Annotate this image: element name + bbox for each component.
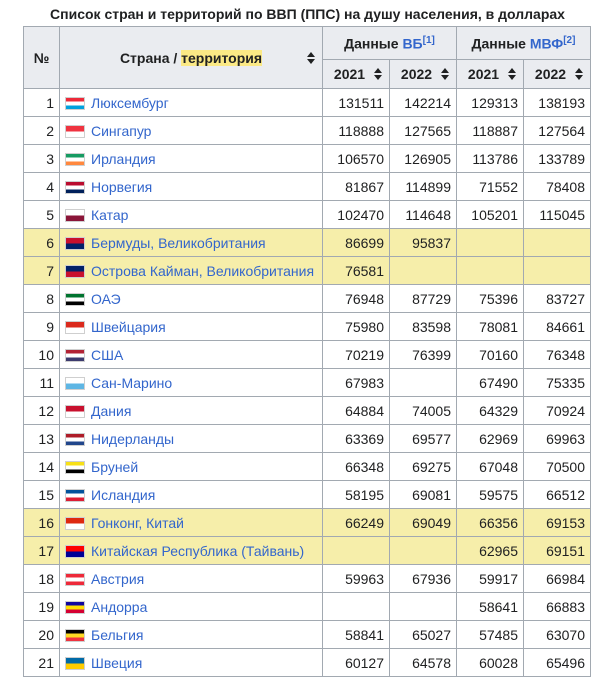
- flag-icon: [65, 545, 85, 558]
- country-link[interactable]: Ирландия: [91, 150, 156, 167]
- country-cell: [60, 369, 323, 397]
- wb-2022-cell: 69081: [390, 481, 457, 509]
- rank-cell: 20: [24, 621, 60, 649]
- country-cell: [60, 565, 323, 593]
- imf-2021-cell: 59575: [457, 481, 524, 509]
- imf-2022-cell: 69151: [524, 537, 591, 565]
- imf-2021-cell: 105201: [457, 201, 524, 229]
- rank-cell: 11: [24, 369, 60, 397]
- country-link[interactable]: Бруней: [91, 458, 139, 475]
- rank-cell: 18: [24, 565, 60, 593]
- wb-2022-cell: 95837: [390, 229, 457, 257]
- country-header[interactable]: Страна / территория: [60, 27, 323, 89]
- rank-cell: 8: [24, 285, 60, 313]
- wb-2022-cell: [390, 369, 457, 397]
- imf-2021-cell: 78081: [457, 313, 524, 341]
- table-row: [24, 117, 591, 145]
- wb-2022-header[interactable]: 2022: [390, 60, 457, 89]
- imf-2022-header[interactable]: 2022: [524, 60, 591, 89]
- wb-2021-cell: 59963: [323, 565, 390, 593]
- wb-2021-cell: 66249: [323, 509, 390, 537]
- wb-2022-cell: [390, 257, 457, 285]
- flag-icon: [65, 209, 85, 222]
- country-link[interactable]: Катар: [91, 206, 129, 223]
- table-row: [24, 509, 591, 537]
- country-link[interactable]: Исландия: [91, 486, 156, 503]
- country-link[interactable]: Австрия: [91, 570, 145, 587]
- flag-icon: [65, 657, 85, 670]
- rank-cell: 1: [24, 89, 60, 117]
- rank-cell: 12: [24, 397, 60, 425]
- wb-2021-cell: 76948: [323, 285, 390, 313]
- wb-2021-cell: 63369: [323, 425, 390, 453]
- flag-icon: [65, 265, 85, 278]
- country-link[interactable]: Дания: [91, 402, 132, 419]
- table-row: [24, 201, 591, 229]
- wb-2021-cell: 58195: [323, 481, 390, 509]
- flag-icon: [65, 629, 85, 642]
- imf-2022-cell: 70500: [524, 453, 591, 481]
- imf-2022-cell: 66512: [524, 481, 591, 509]
- wb-2021-cell: 76581: [323, 257, 390, 285]
- rank-cell: 6: [24, 229, 60, 257]
- wb-2022-cell: 83598: [390, 313, 457, 341]
- flag-icon: [65, 125, 85, 138]
- country-cell: [60, 649, 323, 677]
- table-row: [24, 593, 591, 621]
- rank-cell: 10: [24, 341, 60, 369]
- table-row: [24, 481, 591, 509]
- wb-2021-cell: 131511: [323, 89, 390, 117]
- country-cell: [60, 621, 323, 649]
- rank-cell: 9: [24, 313, 60, 341]
- table-row: [24, 621, 591, 649]
- wb-2021-cell: 86699: [323, 229, 390, 257]
- country-link[interactable]: Гонконг, Китай: [91, 514, 184, 531]
- wb-2022-cell: [390, 593, 457, 621]
- wb-2022-cell: [390, 537, 457, 565]
- rank-cell: 13: [24, 425, 60, 453]
- country-cell: [60, 145, 323, 173]
- wb-2022-cell: 64578: [390, 649, 457, 677]
- imf-data-header: Данные МВФ[2]: [457, 27, 591, 60]
- wb-2021-cell: [323, 537, 390, 565]
- country-link[interactable]: Китайская Республика (Тайвань): [91, 542, 305, 559]
- rank-cell: 19: [24, 593, 60, 621]
- country-cell: [60, 229, 323, 257]
- flag-icon: [65, 377, 85, 390]
- wb-2022-cell: 69577: [390, 425, 457, 453]
- imf-2022-cell: 127564: [524, 117, 591, 145]
- wb-2021-cell: 102470: [323, 201, 390, 229]
- gdp-table: [23, 26, 591, 677]
- country-link[interactable]: Норвегия: [91, 178, 153, 195]
- country-cell: [60, 481, 323, 509]
- wb-2021-cell: 70219: [323, 341, 390, 369]
- table-row: [24, 565, 591, 593]
- country-cell: [60, 89, 323, 117]
- imf-2022-cell: 138193: [524, 89, 591, 117]
- wb-2021-cell: 81867: [323, 173, 390, 201]
- imf-2022-cell: 66883: [524, 593, 591, 621]
- country-cell: [60, 509, 323, 537]
- sort-icon[interactable]: [374, 68, 382, 80]
- rank-cell: 16: [24, 509, 60, 537]
- imf-2021-cell: 57485: [457, 621, 524, 649]
- table-row: [24, 425, 591, 453]
- imf-2021-cell: 62965: [457, 537, 524, 565]
- sort-icon[interactable]: [508, 68, 516, 80]
- country-cell: [60, 341, 323, 369]
- table-row: [24, 229, 591, 257]
- country-cell: [60, 453, 323, 481]
- imf-2022-cell: 84661: [524, 313, 591, 341]
- imf-2021-cell: [457, 229, 524, 257]
- table-row: [24, 369, 591, 397]
- table-row: [24, 341, 591, 369]
- imf-2021-cell: 64329: [457, 397, 524, 425]
- country-link[interactable]: США: [91, 346, 124, 363]
- country-cell: [60, 117, 323, 145]
- rank-cell: 5: [24, 201, 60, 229]
- imf-2021-cell: [457, 257, 524, 285]
- imf-2021-cell: 129313: [457, 89, 524, 117]
- imf-link[interactable]: МВФ: [529, 35, 564, 52]
- imf-2021-header[interactable]: 2021: [457, 60, 524, 89]
- country-cell: [60, 593, 323, 621]
- table-row: [24, 173, 591, 201]
- wb-2021-cell: 67983: [323, 369, 390, 397]
- imf-2022-cell: 75335: [524, 369, 591, 397]
- flag-icon: [65, 461, 85, 474]
- wb-2022-cell: 69049: [390, 509, 457, 537]
- flag-icon: [65, 237, 85, 250]
- wb-2022-cell: 142214: [390, 89, 457, 117]
- imf-2021-cell: 60028: [457, 649, 524, 677]
- wb-2021-cell: 66348: [323, 453, 390, 481]
- wb-2022-cell: 87729: [390, 285, 457, 313]
- flag-icon: [65, 601, 85, 614]
- wb-2022-cell: 114648: [390, 201, 457, 229]
- rank-cell: 7: [24, 257, 60, 285]
- imf-2022-cell: [524, 229, 591, 257]
- flag-icon: [65, 349, 85, 362]
- wb-2022-cell: 127565: [390, 117, 457, 145]
- imf-2021-cell: 75396: [457, 285, 524, 313]
- rank-cell: 14: [24, 453, 60, 481]
- wb-2022-cell: 126905: [390, 145, 457, 173]
- rank-cell: 4: [24, 173, 60, 201]
- flag-icon: [65, 573, 85, 586]
- table-row: [24, 145, 591, 173]
- country-cell: [60, 285, 323, 313]
- country-link[interactable]: Швеция: [91, 654, 143, 671]
- table-row: [24, 257, 591, 285]
- wb-link[interactable]: ВБ: [402, 35, 423, 52]
- country-cell: [60, 257, 323, 285]
- wb-2022-cell: 69275: [390, 453, 457, 481]
- wb-ref-link[interactable]: [1]: [422, 34, 435, 46]
- country-cell: [60, 201, 323, 229]
- rank-cell: 21: [24, 649, 60, 677]
- rank-cell: 15: [24, 481, 60, 509]
- table-caption: Список стран и территорий по ВВП (ППС) на душу населения, в долларах: [50, 6, 565, 22]
- rank-cell: 17: [24, 537, 60, 565]
- table-row: [24, 89, 591, 117]
- imf-2021-cell: 67490: [457, 369, 524, 397]
- country-link[interactable]: Бельгия: [91, 626, 144, 643]
- rank-cell: 2: [24, 117, 60, 145]
- flag-icon: [65, 293, 85, 306]
- country-link[interactable]: Сингапур: [91, 122, 152, 139]
- imf-2021-cell: 118887: [457, 117, 524, 145]
- wb-2021-cell: 106570: [323, 145, 390, 173]
- imf-2021-cell: 62969: [457, 425, 524, 453]
- wb-2021-cell: 60127: [323, 649, 390, 677]
- flag-icon: [65, 405, 85, 418]
- country-cell: [60, 397, 323, 425]
- country-link[interactable]: ОАЭ: [91, 290, 121, 307]
- country-link[interactable]: Люксембург: [91, 94, 169, 111]
- imf-2022-cell: 63070: [524, 621, 591, 649]
- imf-2022-cell: 115045: [524, 201, 591, 229]
- table-row: [24, 285, 591, 313]
- imf-2021-cell: 113786: [457, 145, 524, 173]
- country-cell: [60, 425, 323, 453]
- wb-2021-cell: [323, 593, 390, 621]
- country-link[interactable]: Сан-Марино: [91, 374, 173, 391]
- imf-2022-cell: 76348: [524, 341, 591, 369]
- wb-data-header: Данные ВБ[1]: [323, 27, 457, 60]
- rank-header[interactable]: №: [24, 27, 60, 89]
- imf-2021-cell: 70160: [457, 341, 524, 369]
- table-row: [24, 313, 591, 341]
- imf-2022-cell: 65496: [524, 649, 591, 677]
- imf-ref-link[interactable]: [2]: [563, 34, 576, 46]
- country-link[interactable]: Нидерланды: [91, 430, 175, 447]
- imf-2022-cell: 78408: [524, 173, 591, 201]
- table-row: [24, 453, 591, 481]
- country-cell: [60, 537, 323, 565]
- rank-cell: 3: [24, 145, 60, 173]
- flag-icon: [65, 153, 85, 166]
- imf-2022-cell: 69153: [524, 509, 591, 537]
- wb-2022-cell: 76399: [390, 341, 457, 369]
- wb-2022-cell: 67936: [390, 565, 457, 593]
- imf-2022-cell: [524, 257, 591, 285]
- country-cell: [60, 173, 323, 201]
- country-link[interactable]: Швейцария: [91, 318, 166, 335]
- imf-2022-cell: 133789: [524, 145, 591, 173]
- country-link[interactable]: Острова Кайман, Великобритания: [91, 262, 315, 279]
- sort-icon[interactable]: [575, 68, 583, 80]
- imf-2021-cell: 66356: [457, 509, 524, 537]
- flag-icon: [65, 97, 85, 110]
- imf-2021-cell: 71552: [457, 173, 524, 201]
- sort-icon[interactable]: [441, 68, 449, 80]
- country-link[interactable]: Бермуды, Великобритания: [91, 234, 266, 251]
- country-cell: [60, 313, 323, 341]
- wb-2022-cell: 65027: [390, 621, 457, 649]
- wb-2021-cell: 64884: [323, 397, 390, 425]
- flag-icon: [65, 489, 85, 502]
- imf-2021-cell: 58641: [457, 593, 524, 621]
- table-row: [24, 397, 591, 425]
- imf-2022-cell: 66984: [524, 565, 591, 593]
- flag-icon: [65, 181, 85, 194]
- wb-2022-cell: 74005: [390, 397, 457, 425]
- imf-2022-cell: 69963: [524, 425, 591, 453]
- highlighted-word: территория: [181, 49, 263, 66]
- imf-2022-cell: 70924: [524, 397, 591, 425]
- country-link[interactable]: Андорра: [91, 598, 148, 615]
- wb-2021-header[interactable]: 2021: [323, 60, 390, 89]
- wb-2021-cell: 75980: [323, 313, 390, 341]
- table-row: [24, 649, 591, 677]
- imf-2021-cell: 59917: [457, 565, 524, 593]
- table-row: [24, 537, 591, 565]
- flag-icon: [65, 517, 85, 530]
- wb-2022-cell: 114899: [390, 173, 457, 201]
- flag-icon: [65, 433, 85, 446]
- flag-icon: [65, 321, 85, 334]
- wb-2021-cell: 58841: [323, 621, 390, 649]
- wb-2021-cell: 118888: [323, 117, 390, 145]
- imf-2022-cell: 83727: [524, 285, 591, 313]
- imf-2021-cell: 67048: [457, 453, 524, 481]
- sort-icon[interactable]: [307, 52, 315, 64]
